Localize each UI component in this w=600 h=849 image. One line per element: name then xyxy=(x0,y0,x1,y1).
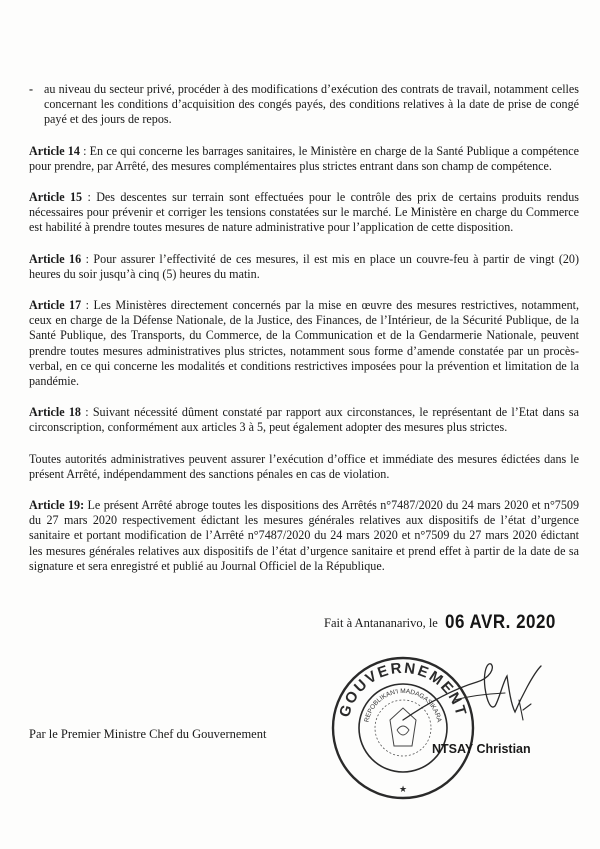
article-17-label: Article 17 xyxy=(29,298,82,313)
document-body xyxy=(29,82,579,590)
article-14-label: Article 14 xyxy=(29,143,80,158)
bullet-item-private-sector xyxy=(29,82,579,128)
article-19 xyxy=(29,498,579,574)
article-18-label: Article 18 xyxy=(29,405,81,420)
place-prefix: Fait à Antananarivo, le xyxy=(324,616,438,630)
article-16-sep: : xyxy=(81,251,94,266)
article-15-sep: : xyxy=(82,190,97,205)
article-19-label: Article 19: xyxy=(29,498,85,513)
article-14 xyxy=(29,144,579,174)
seal-inner-text: REPOBLIKAN'I MADAGASIKARA xyxy=(363,688,443,723)
article-14-text: En ce qui concerne les barrages sanitaires, le Ministère en charge de la Santé Publique a compétence pour prendre, par Arrêté, des mesures complémentaires plus strictes entrant dans son champ de compétence. xyxy=(29,143,579,173)
signature-by-line: Par le Premier Ministre Chef du Gouvernement xyxy=(29,727,267,741)
article-15 xyxy=(29,190,579,236)
article-16 xyxy=(29,252,579,282)
article-18 xyxy=(29,405,579,435)
signatory-name: NTSAY Christian xyxy=(432,742,531,756)
bullet-text: au niveau du secteur privé, procéder à des modifications d’exécution des contrats de travail, notamment celles concernant les conditions d’acquisition des congés payés, des conditions relatives à la date de prise de congé payé et des jours de repos. xyxy=(44,82,579,127)
date-stamp: 06 AVR. 2020 xyxy=(444,610,556,633)
article-17 xyxy=(29,298,579,389)
bullet-marker: - xyxy=(29,82,34,96)
article-14-sep: : xyxy=(79,143,90,158)
article-17-text: Les Ministères directement concernés par la mise en œuvre des mesures restrictives, notamment, ceux en charge de la Défense Nationale, de la Justice, des Finances, de l’Intérieur, de la Sécurité Publique, de la Santé Publique, des Transports, du Commerce, de la Communication et de la Gendarmerie Nationale, peuvent prendre toutes mesures administratives plus strictes, notamment sous forme d’amende constatée par un procès-verbal, en ce qui concerne les modalités et conditions restrictives imposées pour la prévention et limitation de la pandémie. xyxy=(29,298,579,389)
article-15-label: Article 15 xyxy=(29,190,83,205)
article-17-sep: : xyxy=(81,298,94,313)
handwritten-signature xyxy=(395,660,545,730)
article-18-sep: : xyxy=(80,405,93,420)
seal-star-icon: ★ xyxy=(398,784,408,794)
article-18-text: Suivant nécessité dûment constaté par rapport aux circonstances, le représentant de l’Etat dans sa circonscription, conformément aux articles 3 à 5, peut également adopter des mesures plus strictes. xyxy=(29,405,579,435)
article-16-label: Article 16 xyxy=(29,251,82,266)
general-enforcement-paragraph: Toutes autorités administratives peuvent assurer l’exécution d’office et immédiate des mesures édictées dans le présent Arrêté, indépendamment des sanctions pénales en cas de violation. xyxy=(29,451,579,481)
seal-outer-text: GOUVERNEMENT xyxy=(336,659,470,720)
article-16-text: Pour assurer l’effectivité de ces mesures, il est mis en place un couvre-feu à partir de vingt (20) heures du soir jusqu’à cinq (5) heures du matin. xyxy=(29,251,579,281)
article-19-text: Le présent Arrêté abroge toutes les dispositions des Arrêtés n°7487/2020 du 24 mars 2020 et n°7509 du 27 mars 2020 respectivement édictant les mesures générales relatives aux dispositifs de l’état d’urgence sanitaire et portant modification de l’Arrêté n°7487/2020 du 24 mars 2020 et n°7509 du 27 mars 2020 édictant les mesures générales relatives aux dispositifs de l’état d’urgence sanitaire et prend effet à partir de la date de sa signature et sera enregistré et publié au Journal Officiel de la République. xyxy=(29,498,579,573)
article-15-text: Des descentes sur terrain sont effectuées pour le contrôle des prix de certains produits rendus nécessaires pour prévenir et corriger les tensions constatées sur le marché. Le Ministère en charge du Commerce est habilité à prendre toutes mesures de nature administrative pour l’application de cette disposition. xyxy=(29,190,579,235)
place-and-date-line xyxy=(324,612,556,632)
